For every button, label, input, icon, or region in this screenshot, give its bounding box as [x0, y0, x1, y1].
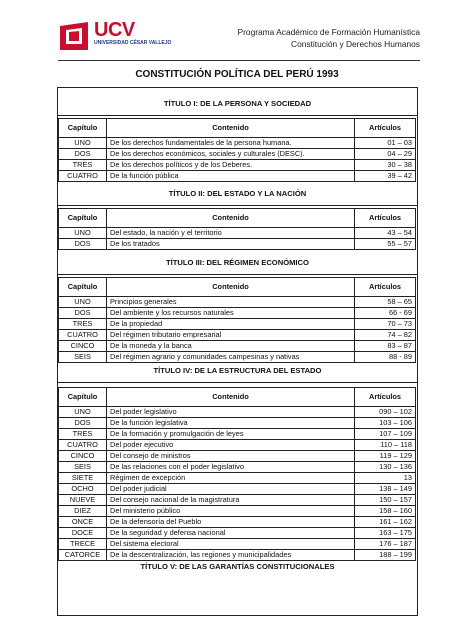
table-titulo-3 — [58, 277, 416, 363]
cell-contenido: De la función legislativa — [107, 418, 355, 429]
table-header-row — [59, 119, 416, 138]
table-row — [59, 319, 416, 330]
table-row — [59, 484, 416, 495]
cell-articulos: 01 – 03 — [355, 138, 416, 149]
cell-capitulo: OCHO — [59, 484, 107, 495]
table-row — [59, 352, 416, 363]
table-titulo-2 — [58, 208, 416, 250]
table-row — [59, 407, 416, 418]
cell-contenido: Del régimen tributario empresarial — [107, 330, 355, 341]
table-titulo-4 — [58, 387, 416, 561]
cell-articulos: 43 – 54 — [355, 228, 416, 239]
cell-capitulo: CUATRO — [59, 171, 107, 182]
cell-articulos: 103 – 106 — [355, 418, 416, 429]
cell-contenido: Principios generales — [107, 297, 355, 308]
cell-articulos: 39 – 42 — [355, 171, 416, 182]
cell-contenido: De los derechos políticos y de los Deberes. — [107, 160, 355, 171]
table-row — [59, 330, 416, 341]
table-row — [59, 539, 416, 550]
cell-articulos: 58 – 65 — [355, 297, 416, 308]
table-row — [59, 429, 416, 440]
cell-articulos: 55 – 57 — [355, 239, 416, 250]
section-title-1: TÍTULO I: DE LA PERSONA Y SOCIEDAD — [163, 99, 312, 108]
table-row — [59, 418, 416, 429]
cell-capitulo: TRES — [59, 429, 107, 440]
header-articulos: Artículos — [355, 388, 416, 407]
cell-capitulo: CATORCE — [59, 550, 107, 561]
table-row — [59, 149, 416, 160]
cell-capitulo: ONCE — [59, 517, 107, 528]
cell-contenido: Del poder ejecutivo — [107, 440, 355, 451]
cell-articulos: 66 - 69 — [355, 308, 416, 319]
cell-capitulo: TRES — [59, 319, 107, 330]
table-row — [59, 160, 416, 171]
cell-articulos: 119 – 129 — [355, 451, 416, 462]
cell-articulos: 30 – 38 — [355, 160, 416, 171]
cell-articulos: 188 – 199 — [355, 550, 416, 561]
cell-contenido: Del ministerio público — [107, 506, 355, 517]
table-row — [59, 228, 416, 239]
section-title-5: TÍTULO V: DE LAS GARANTÍAS CONSTITUCIONALES — [140, 562, 335, 571]
cell-articulos: 83 – 87 — [355, 341, 416, 352]
program-info — [238, 26, 420, 50]
header-articulos: Artículos — [355, 278, 416, 297]
cell-capitulo: DOS — [59, 239, 107, 250]
cell-contenido: De la propiedad — [107, 319, 355, 330]
table-header-row — [59, 278, 416, 297]
cell-capitulo: TRES — [59, 160, 107, 171]
cell-articulos: 107 – 109 — [355, 429, 416, 440]
cell-contenido: De los derechos económicos, sociales y culturales (DESC). — [107, 149, 355, 160]
table-row — [59, 473, 416, 484]
cell-contenido: Del estado, la nación y el territorio — [107, 228, 355, 239]
cell-articulos: 150 – 157 — [355, 495, 416, 506]
cell-capitulo: SEIS — [59, 462, 107, 473]
cell-articulos: 163 – 175 — [355, 528, 416, 539]
cell-articulos: 74 – 82 — [355, 330, 416, 341]
table-header-row — [59, 388, 416, 407]
cell-articulos: 130 – 136 — [355, 462, 416, 473]
cell-contenido: Régimen de excepción — [107, 473, 355, 484]
cell-contenido: De la defensoría del Pueblo — [107, 517, 355, 528]
table-row — [59, 440, 416, 451]
cell-articulos: 138 – 149 — [355, 484, 416, 495]
section-title-2: TÍTULO II: DEL ESTADO Y LA NACIÓN — [168, 189, 307, 198]
cell-capitulo: TRECE — [59, 539, 107, 550]
section-divider — [57, 382, 418, 383]
cell-contenido: Del poder judicial — [107, 484, 355, 495]
cell-capitulo: DOS — [59, 149, 107, 160]
table-row — [59, 550, 416, 561]
table-row — [59, 506, 416, 517]
cell-capitulo: NUEVE — [59, 495, 107, 506]
university-logo — [58, 18, 178, 58]
cell-capitulo: DIEZ — [59, 506, 107, 517]
cell-contenido: Del consejo nacional de la magistratura — [107, 495, 355, 506]
cell-contenido: De las relaciones con el poder legislativo — [107, 462, 355, 473]
document-title: CONSTITUCIÓN POLÍTICA DEL PERÚ 1993 — [135, 69, 339, 80]
section-divider — [57, 115, 418, 116]
cell-contenido: De la descentralización, las regiones y municipalidades — [107, 550, 355, 561]
cell-capitulo: SEIS — [59, 352, 107, 363]
cell-articulos: 158 – 160 — [355, 506, 416, 517]
cell-contenido: Del sistema electoral — [107, 539, 355, 550]
table-row — [59, 171, 416, 182]
section-divider — [57, 205, 418, 206]
cell-contenido: De la función pública — [107, 171, 355, 182]
cell-contenido: Del poder legislativo — [107, 407, 355, 418]
cell-capitulo: CINCO — [59, 341, 107, 352]
cell-capitulo: UNO — [59, 228, 107, 239]
header-contenido: Contenido — [107, 119, 355, 138]
table-row — [59, 495, 416, 506]
cell-capitulo: UNO — [59, 297, 107, 308]
header-capitulo: Capítulo — [59, 209, 107, 228]
page-header — [58, 18, 420, 58]
table-titulo-1 — [58, 118, 416, 182]
cell-contenido: Del consejo de ministros — [107, 451, 355, 462]
cell-contenido: De la formación y promulgación de leyes — [107, 429, 355, 440]
cell-capitulo: SIETE — [59, 473, 107, 484]
cell-articulos: 161 – 162 — [355, 517, 416, 528]
cell-capitulo: DOS — [59, 308, 107, 319]
cell-capitulo: DOS — [59, 418, 107, 429]
cell-capitulo: CUATRO — [59, 440, 107, 451]
cell-capitulo: UNO — [59, 138, 107, 149]
table-row — [59, 528, 416, 539]
cell-contenido: Del régimen agrario y comunidades campesinas y nativas — [107, 352, 355, 363]
table-row — [59, 297, 416, 308]
header-articulos: Artículos — [355, 209, 416, 228]
cell-articulos: 04 – 29 — [355, 149, 416, 160]
table-row — [59, 451, 416, 462]
header-divider — [58, 60, 420, 61]
cell-articulos: 70 – 73 — [355, 319, 416, 330]
header-contenido: Contenido — [107, 388, 355, 407]
cell-articulos: 88 - 89 — [355, 352, 416, 363]
cell-contenido: Del ambiente y los recursos naturales — [107, 308, 355, 319]
table-row — [59, 517, 416, 528]
cell-contenido: De los derechos fundamentales de la persona humana. — [107, 138, 355, 149]
header-contenido: Contenido — [107, 209, 355, 228]
cell-articulos: 176 – 187 — [355, 539, 416, 550]
header-capitulo: Capítulo — [59, 388, 107, 407]
table-row — [59, 341, 416, 352]
logo-wordmark: UCV — [94, 19, 135, 41]
cell-capitulo: DOCE — [59, 528, 107, 539]
table-row — [59, 239, 416, 250]
table-row — [59, 462, 416, 473]
cell-articulos: 110 – 118 — [355, 440, 416, 451]
ucv-logo-icon — [58, 20, 90, 52]
program-line-1: Programa Académico de Formación Humanística — [237, 27, 420, 37]
table-row — [59, 138, 416, 149]
section-title-3: TÍTULO III: DEL RÉGIMEN ECONÓMICO — [166, 258, 309, 267]
header-articulos: Artículos — [355, 119, 416, 138]
header-capitulo: Capítulo — [59, 278, 107, 297]
section-divider — [57, 274, 418, 275]
cell-contenido: De la seguridad y defensa nacional — [107, 528, 355, 539]
cell-capitulo: CUATRO — [59, 330, 107, 341]
table-header-row — [59, 209, 416, 228]
header-contenido: Contenido — [107, 278, 355, 297]
header-capitulo: Capítulo — [59, 119, 107, 138]
cell-contenido: De los tratados — [107, 239, 355, 250]
cell-capitulo: CINCO — [59, 451, 107, 462]
cell-articulos: 090 – 102 — [355, 407, 416, 418]
section-title-4: TÍTULO IV: DE LA ESTRUCTURA DEL ESTADO — [153, 366, 322, 375]
program-line-2: Constitución y Derechos Humanos — [291, 39, 420, 49]
table-row — [59, 308, 416, 319]
cell-capitulo: UNO — [59, 407, 107, 418]
logo-subtext: UNIVERSIDAD CÉSAR VALLEJO — [94, 40, 172, 46]
cell-contenido: De la moneda y la banca — [107, 341, 355, 352]
cell-articulos: 13 — [355, 473, 416, 484]
